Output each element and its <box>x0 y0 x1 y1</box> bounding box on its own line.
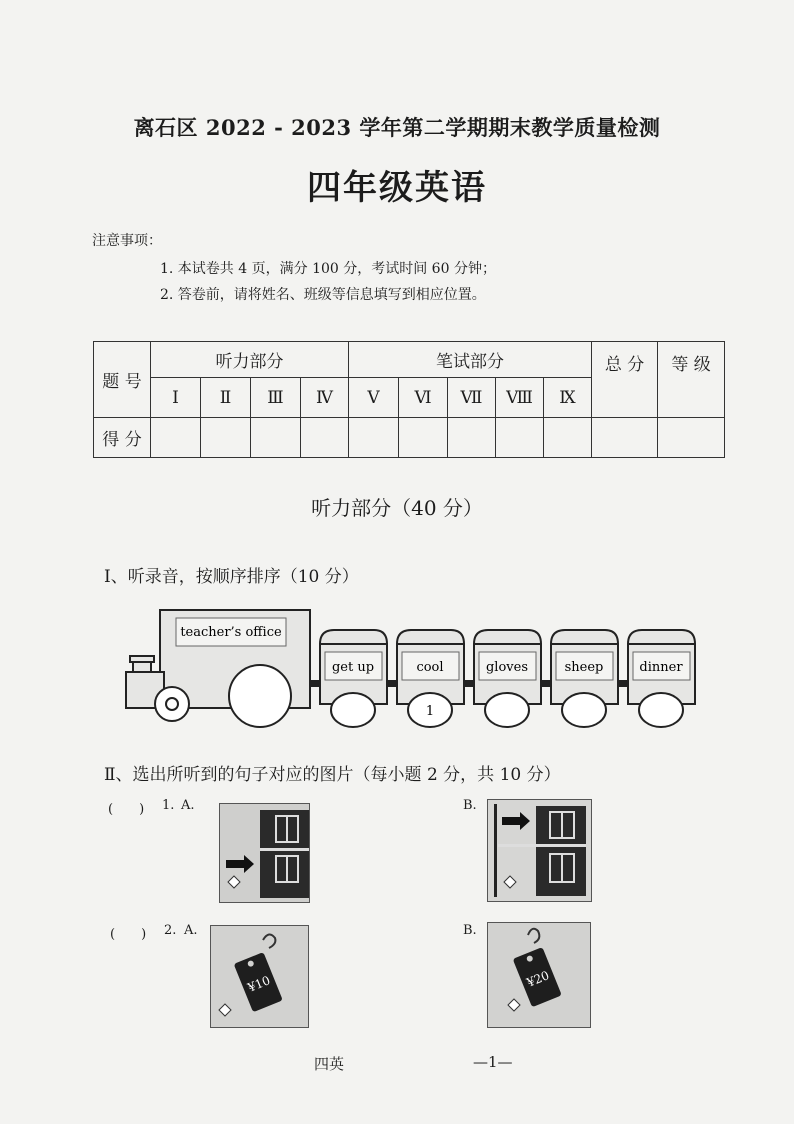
question-1-title: Ⅰ、听录音，按顺序排序（10 分） <box>104 567 359 587</box>
car-2-label: cool <box>416 660 444 675</box>
numeral-3: Ⅲ <box>251 378 301 418</box>
exam-title: 离石区 2022 - 2023 学年第二学期期末教学质量检测 <box>133 115 661 140</box>
score-cell-1[interactable] <box>151 418 201 458</box>
score-cell-6[interactable] <box>399 418 448 458</box>
item-1-option-a-label: A. <box>181 798 195 813</box>
train-car-1 <box>320 630 387 727</box>
coupler-1 <box>310 680 320 687</box>
item-2-option-a-label: A. <box>184 923 198 938</box>
chimney-top <box>130 656 154 662</box>
item-2-picture-b[interactable] <box>487 922 591 1028</box>
numeral-2: Ⅱ <box>201 378 251 418</box>
coupler-5 <box>618 680 628 687</box>
numeral-6: Ⅵ <box>399 378 448 418</box>
numeral-4: Ⅳ <box>301 378 349 418</box>
train-car-5 <box>628 630 695 727</box>
train-car-4 <box>551 630 618 727</box>
numeral-5: Ⅴ <box>349 378 399 418</box>
car-2-roof <box>397 630 464 644</box>
car-5-wheel[interactable] <box>639 693 683 727</box>
numeral-9: Ⅸ <box>544 378 592 418</box>
answer-blank-2[interactable]: ( ) <box>110 927 147 942</box>
answer-blank-1[interactable]: ( ) <box>108 802 145 817</box>
car-3-wheel[interactable] <box>485 693 529 727</box>
notes-heading: 注意事项： <box>92 233 162 249</box>
car-5-label: dinner <box>639 660 683 675</box>
grade-cell[interactable] <box>658 418 725 458</box>
building-arrow-upper-illustration <box>488 800 591 901</box>
row-label-score: 得 分 <box>94 418 151 458</box>
coupler-3 <box>464 680 474 687</box>
engine-big-wheel <box>229 665 291 727</box>
total-header: 总 分 <box>592 342 658 418</box>
train-illustration <box>120 600 710 740</box>
item-2-picture-a[interactable] <box>210 925 309 1028</box>
car-5-roof <box>628 630 695 644</box>
item-1-picture-a[interactable] <box>219 803 310 903</box>
note-item-1: 1. 本试卷共 4 页，满分 100 分，考试时间 60 分钟； <box>160 261 496 277</box>
score-cell-3[interactable] <box>251 418 301 458</box>
score-table <box>93 341 725 458</box>
car-1-roof <box>320 630 387 644</box>
example-number: 1 <box>425 704 435 719</box>
score-cell-8[interactable] <box>496 418 544 458</box>
price-tag-10-illustration <box>211 926 308 1027</box>
item-1-picture-b[interactable] <box>487 799 592 902</box>
item-2-number: 2. <box>164 923 177 938</box>
listening-header: 听力部分 <box>151 342 349 378</box>
car-4-wheel[interactable] <box>562 693 606 727</box>
train-car-3 <box>474 630 541 727</box>
total-score-cell[interactable] <box>592 418 658 458</box>
score-cell-5[interactable] <box>349 418 399 458</box>
writing-header: 笔试部分 <box>349 342 592 378</box>
coupler-4 <box>541 680 551 687</box>
wheel-hub <box>166 698 178 710</box>
coupler-2 <box>387 680 397 687</box>
question-2-title: Ⅱ、选出所听到的句子对应的图片（每小题 2 分，共 10 分） <box>104 765 561 785</box>
car-3-label: gloves <box>485 660 529 675</box>
numeral-7: Ⅶ <box>448 378 496 418</box>
numeral-1: Ⅰ <box>151 378 201 418</box>
numeral-8: Ⅷ <box>496 378 544 418</box>
score-cell-4[interactable] <box>301 418 349 458</box>
building-arrow-lower-illustration <box>220 804 309 902</box>
train-car-2 <box>397 630 464 727</box>
item-1-number: 1. <box>162 798 175 813</box>
subject-title: 四年级英语 <box>307 168 487 208</box>
item-1-option-b-label: B. <box>463 798 477 813</box>
price-b-label: ¥20 <box>524 968 552 990</box>
chimney <box>133 662 151 672</box>
score-cell-7[interactable] <box>448 418 496 458</box>
car-4-roof <box>551 630 618 644</box>
row-label-number: 题 号 <box>94 342 151 418</box>
car-4-label: sheep <box>564 660 604 675</box>
footer-label: 四英 <box>314 1055 345 1073</box>
grade-header: 等 级 <box>658 342 725 418</box>
score-cell-2[interactable] <box>201 418 251 458</box>
price-a-label: ¥10 <box>245 973 273 995</box>
item-2-option-b-label: B. <box>463 923 477 938</box>
note-item-2: 2. 答卷前，请将姓名、班级等信息填写到相应位置。 <box>160 287 486 303</box>
engine-label: teacher’s office <box>180 625 282 640</box>
score-cell-9[interactable] <box>544 418 592 458</box>
page-number: —1— <box>473 1053 513 1071</box>
car-1-wheel[interactable] <box>331 693 375 727</box>
price-tag-20-illustration <box>488 923 590 1027</box>
listening-section-title: 听力部分（40 分） <box>311 496 483 520</box>
car-1-label: get up <box>331 660 375 675</box>
car-3-roof <box>474 630 541 644</box>
